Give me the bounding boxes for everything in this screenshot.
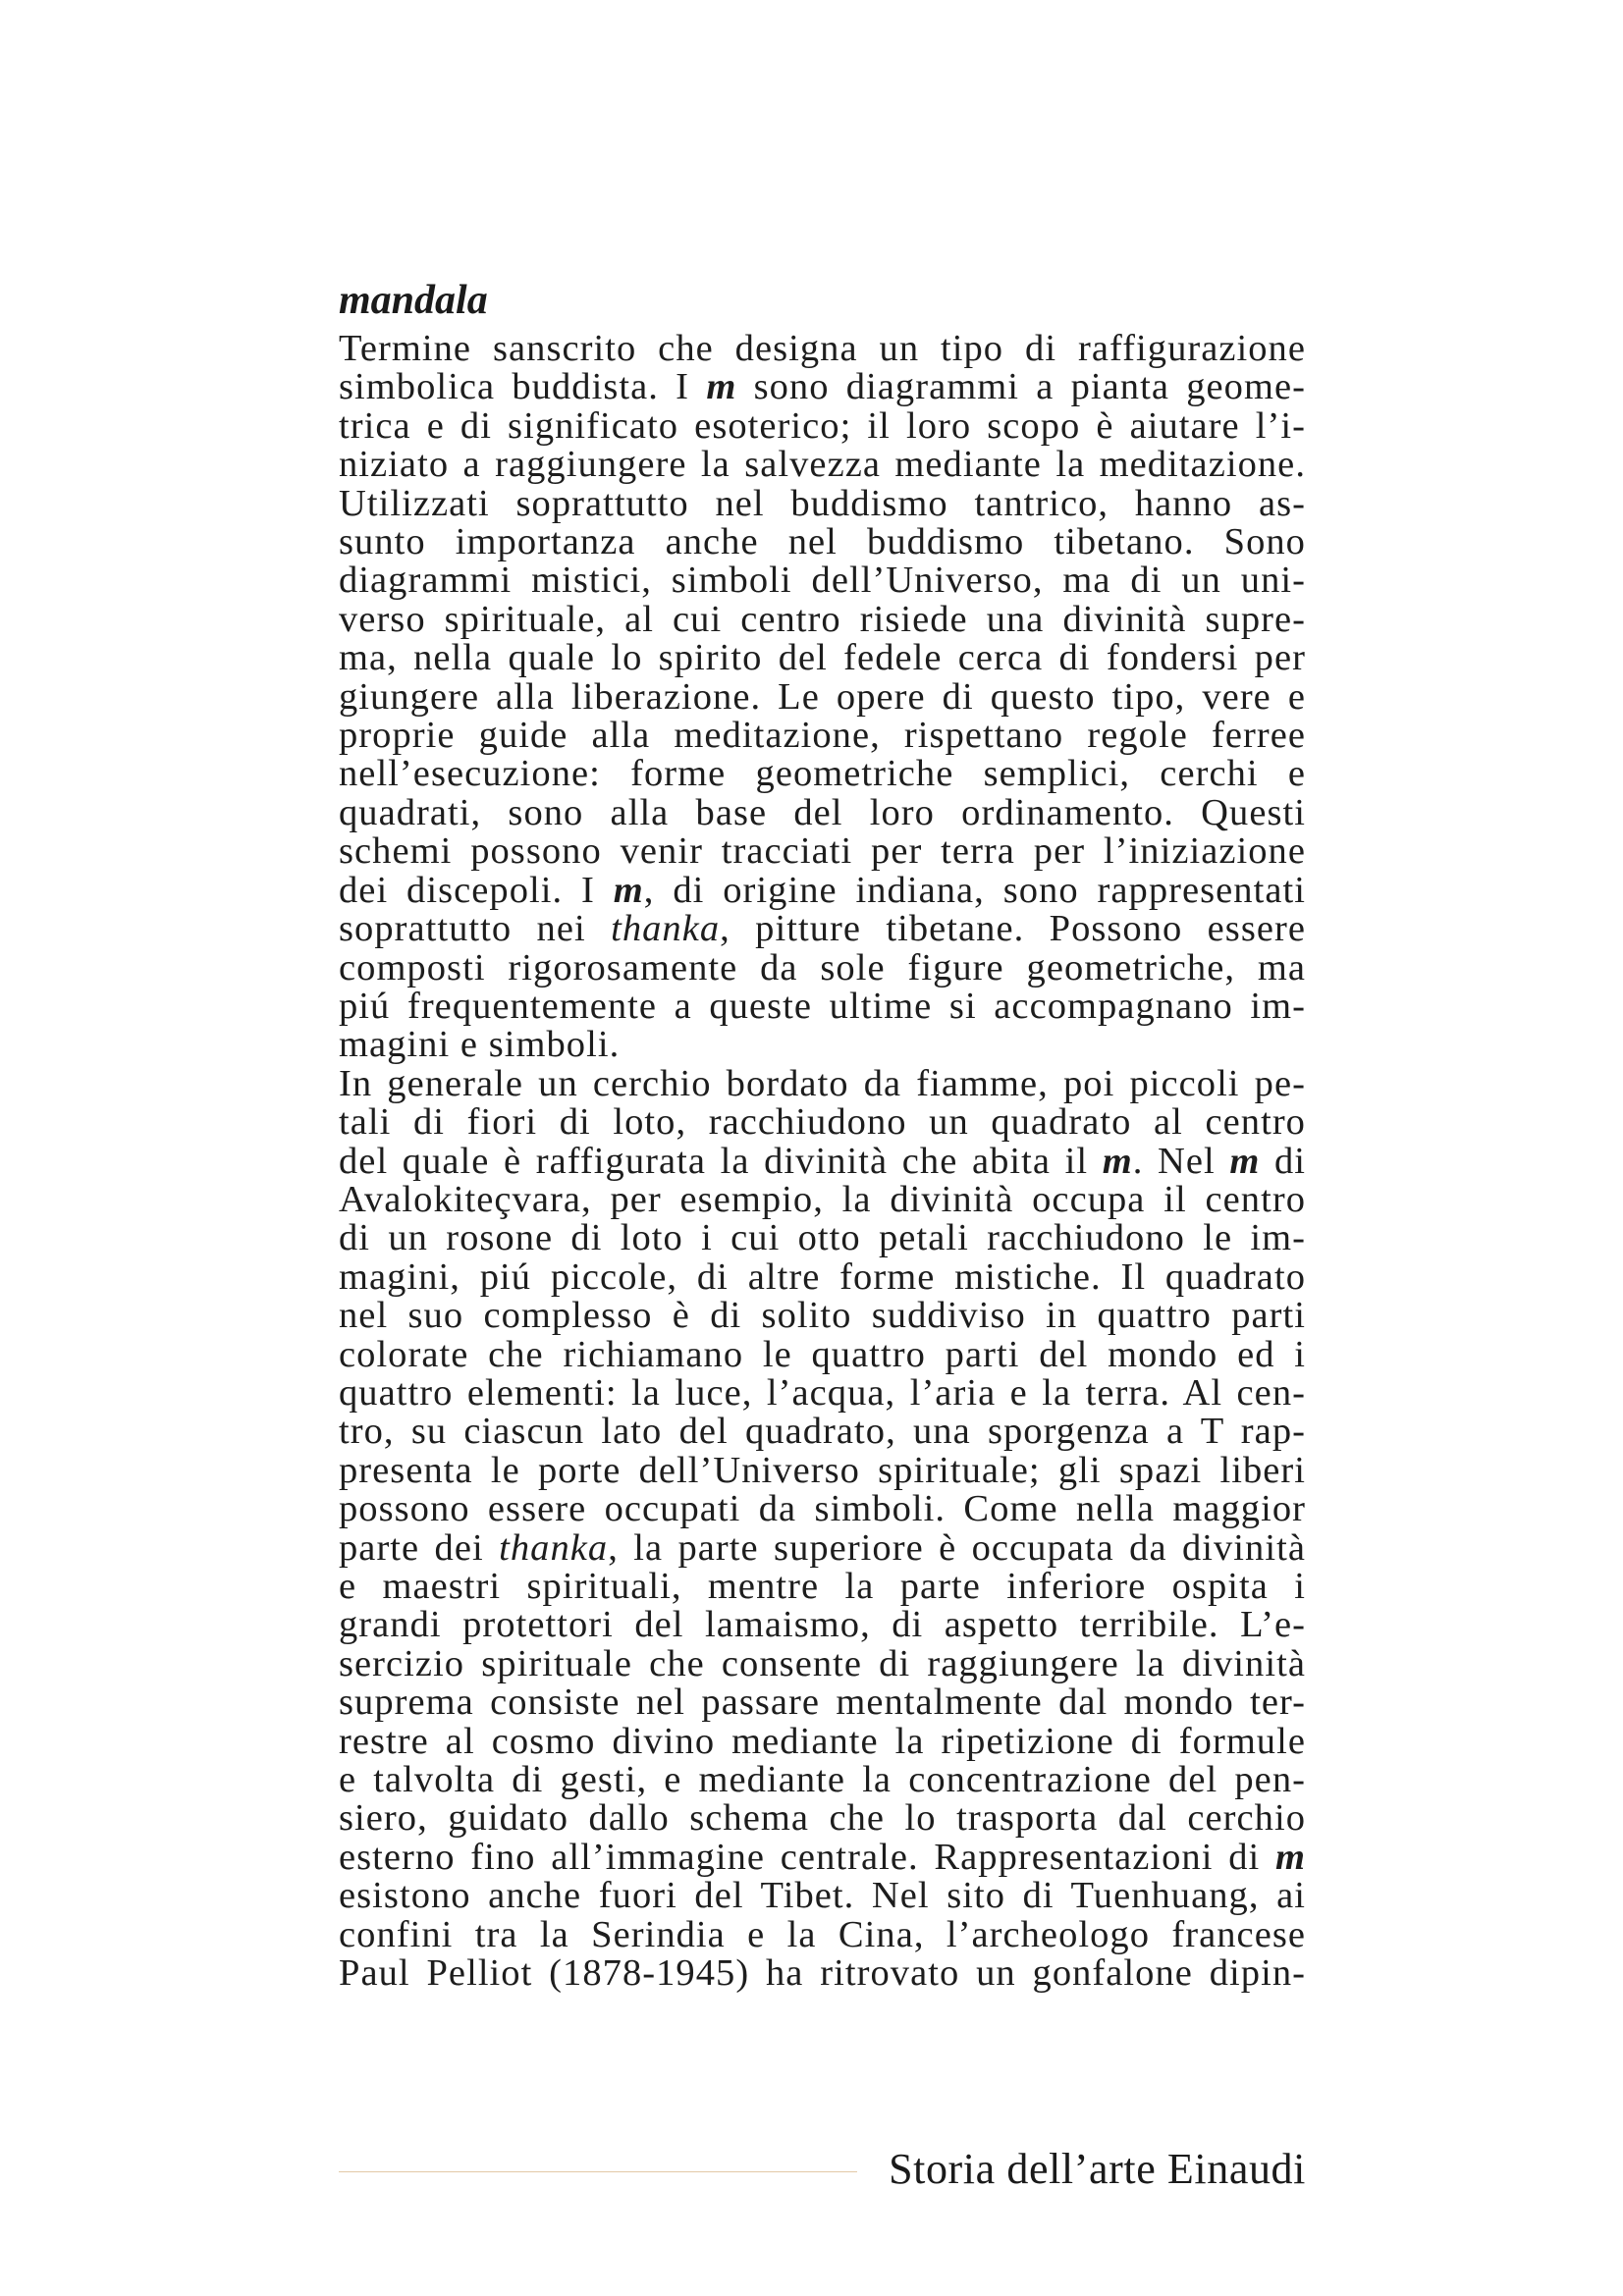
text-line [339,330,1306,368]
text-run: tro, su ciascun lato del quadrato, una sporgenza a T rap- [339,1411,1306,1453]
text-line [339,869,1306,911]
text-run: giungere alla liberazione. Le opere di questo tipo, vere e [339,675,1306,718]
entry-body [339,330,1306,1993]
text-line [339,1255,1306,1298]
text-run: verso spirituale, al cui centro risiede una divinità supre- [339,598,1306,640]
text-line [339,446,1306,484]
text-run: esistono anche fuori del Tibet. Nel sito di Tuenhuang, ai [339,1875,1306,1917]
text-run: Avalokiteçvara, per esempio, la divinità occupa il centro [339,1178,1306,1220]
text-run: e talvolta di gesti, e mediante la concentrazione del pen- [339,1759,1306,1801]
text-run: sercizio spirituale che consente di raggiungere la divinità [339,1642,1306,1684]
text-run: grandi protettori del lamaismo, di aspetto terribile. L’e- [339,1604,1306,1646]
text-run: esterno fino all’immagine centrale. Rappresentazioni di [339,1836,1275,1878]
text-line [339,1683,1306,1722]
text-run: , di origine indiana, sono rappresentati [643,869,1306,911]
text-line [339,1103,1306,1142]
text-line [339,523,1306,561]
text-run: composti rigorosamente da sole figure geometriche, ma [339,946,1306,988]
text-line [339,1449,1306,1491]
text-run: proprie guide alla meditazione, rispettano regole ferree [339,715,1306,757]
text-run: di [1260,1140,1306,1182]
text-line [339,985,1306,1027]
text-line [339,1333,1306,1375]
text-run: nel suo complesso è di solito suddiviso in quattro parti [339,1295,1306,1337]
text-run: dei discepoli. I [339,869,614,911]
text-run: sunto importanza anche nel buddismo tibetano. Sono [339,521,1306,563]
text-run: del quale è raffigurata la divinità che abita il [339,1140,1103,1182]
text-run: magini e simboli. [339,1024,621,1066]
text-run: soprattutto nei [339,908,612,950]
text-run: niziato a raggiungere la salvezza mediante la meditazione. [339,444,1306,486]
italic-term: thanka [499,1526,609,1569]
text-run: . Nel [1132,1140,1230,1182]
text-run: , la parte superiore è occupata da divinità [608,1526,1306,1569]
text-line [339,946,1306,988]
text-run: siero, guidato dallo schema che lo trasporta dal cerchio [339,1797,1306,1840]
text-line [339,1642,1306,1684]
text-line [339,598,1306,640]
footer-rule [339,2171,857,2172]
text-run: Utilizzati soprattutto nel buddismo tantrico, hanno as- [339,482,1306,524]
page-footer [339,2142,1306,2201]
text-run: simbolica buddista. I [339,366,707,408]
text-line [339,910,1306,948]
entry-title: mandala [339,278,488,323]
text-line [339,1026,1306,1064]
text-run: presenta le porte dell’Universo spirituale; gli spazi liberi [339,1449,1306,1491]
text-run: Termine sanscrito che designa un tipo di raffigurazione [339,328,1306,369]
italic-term: thanka [611,908,721,950]
entry-abbreviation: m [706,366,737,408]
text-run: e maestri spirituali, mentre la parte inferiore ospita i [339,1566,1306,1607]
text-run: In generale un cerchio bordato da fiamme, poi piccoli pe- [339,1062,1306,1104]
text-run: piú frequentemente a queste ultime si accompagnano im- [339,985,1306,1027]
text-run: diagrammi mistici, simboli dell’Universo, ma di un uni- [339,560,1306,602]
text-run: Paul Pelliot (1878-1945) ha ritrovato un gonfalone dipin- [339,1952,1306,1995]
text-line [339,717,1306,755]
text-run: suprema consiste nel passare mentalmente dal mondo ter- [339,1682,1306,1724]
text-line [339,1913,1306,1955]
text-line [339,1799,1306,1838]
text-line [339,1413,1306,1451]
text-line [339,791,1306,833]
text-run: magini, piú piccole, di altre forme mistiche. Il quadrato [339,1255,1306,1298]
text-line [339,1836,1306,1878]
text-run: di un rosone di loto i cui otto petali racchiudono le im- [339,1217,1306,1259]
text-line [339,1877,1306,1915]
text-line [339,1371,1306,1414]
text-line [339,832,1306,871]
text-line [339,639,1306,677]
publication-name: Storia dell’arte Einaudi [889,2145,1306,2193]
text-run: tali di fiori di loto, racchiudono un quadrato al centro [339,1101,1306,1144]
text-run: parte dei [339,1526,500,1569]
text-line [339,482,1306,524]
text-line [339,675,1306,718]
text-line [339,1761,1306,1799]
text-run: schemi possono venir tracciati per terra per l’iniziazione [339,830,1306,873]
text-line [339,1954,1306,1993]
text-run: trica e di significato esoterico; il loro scopo è aiutare l’i- [339,404,1306,447]
text-run: sono diagrammi a pianta geome- [736,366,1306,408]
text-line [339,1062,1306,1104]
dictionary-entry [339,273,1306,1993]
text-run: , pitture tibetane. Possono essere [720,908,1307,950]
entry-abbreviation: m [1229,1140,1261,1182]
text-run: quadrati, sono alla base del loro ordinamento. Questi [339,791,1306,833]
text-line [339,1490,1306,1528]
text-line [339,1219,1306,1257]
text-line [339,1720,1306,1762]
text-run: nell’esecuzione: forme geometriche semplici, cerchi e [339,753,1306,795]
text-line [339,561,1306,600]
text-run: quattro elementi: la luce, l’acqua, l’aria e la terra. Al cen- [339,1371,1306,1414]
text-line [339,1297,1306,1335]
text-run: restre al cosmo divino mediante la ripetizione di formule [339,1720,1306,1762]
text-line [339,1178,1306,1220]
entry-abbreviation: m [1275,1836,1306,1878]
text-line [339,1606,1306,1644]
text-run: confini tra la Serindia e la Cina, l’archeologo francese [339,1913,1306,1955]
text-line [339,1568,1306,1606]
text-run: colorate che richiamano le quattro parti del mondo ed i [339,1333,1306,1375]
entry-abbreviation: m [613,869,644,911]
text-line [339,755,1306,793]
text-line [339,1140,1306,1182]
entry-abbreviation: m [1102,1140,1133,1182]
text-run: ma, nella quale lo spirito del fedele cerca di fondersi per [339,637,1306,679]
text-line [339,368,1306,406]
text-line [339,1526,1306,1569]
text-run: possono essere occupati da simboli. Come nella maggior [339,1488,1306,1530]
text-line [339,404,1306,447]
